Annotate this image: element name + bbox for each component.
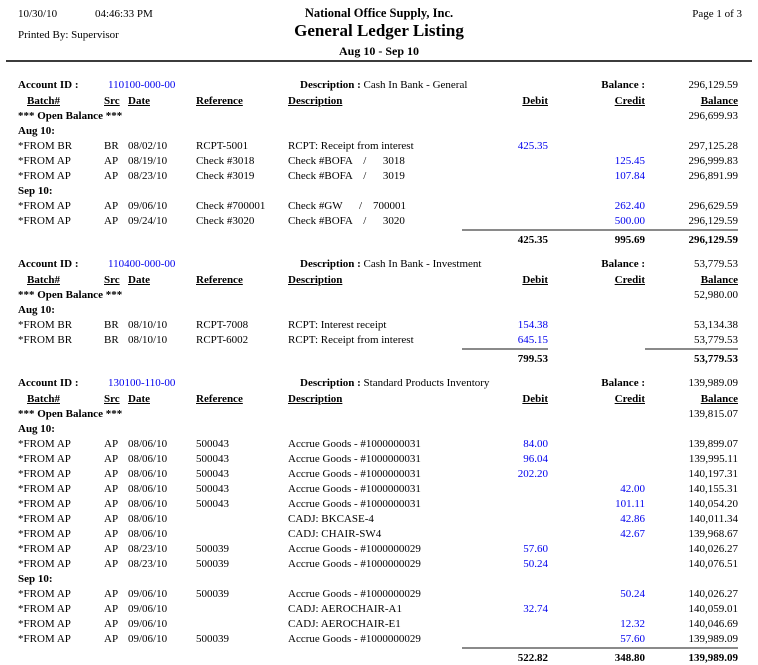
cell-balance: 296,891.99 (688, 170, 738, 182)
description-label: Description : (300, 258, 361, 270)
ledger-row (0, 557, 758, 572)
cell-src: AP (104, 468, 119, 480)
cell-balance: 140,026.27 (688, 588, 738, 600)
cell-src: BR (104, 319, 119, 331)
cell-balance: 53,779.53 (694, 334, 738, 346)
cell-debit (462, 587, 548, 602)
cell-description: RCPT: Receipt from interest (288, 334, 414, 346)
description-value: Standard Products Inventory (360, 377, 490, 389)
open-balance-value: 296,699.93 (688, 110, 738, 122)
account-section (0, 376, 758, 665)
cell-date: 08/10/10 (128, 334, 168, 346)
account-description (300, 376, 489, 391)
cell-description: Accrue Goods - #1000000031 (288, 453, 421, 465)
column-header-row (0, 392, 758, 407)
cell-credit (548, 318, 645, 333)
cell-date: 08/23/10 (128, 558, 168, 570)
ledger-row (0, 587, 758, 602)
column-header-description: Description (288, 274, 343, 286)
cell-debit (462, 214, 548, 229)
ledger-row (0, 467, 758, 482)
ledger-row (0, 214, 758, 229)
cell-description: Check #GW / 700001 (288, 200, 407, 212)
cell-description: CADJ: AEROCHAIR-E1 (288, 618, 401, 630)
cell-reference (192, 602, 284, 617)
account-id-label: Account ID : (18, 79, 79, 91)
cell-credit (548, 437, 645, 452)
cell-debit[interactable]: 96.04 (523, 453, 548, 465)
open-balance-label: *** Open Balance *** (18, 110, 123, 122)
cell-description: Accrue Goods - #1000000031 (288, 498, 421, 510)
period-group-row (0, 124, 758, 139)
cell-batch: *FROM AP (18, 603, 71, 615)
period-group-row (0, 303, 758, 318)
cell-credit[interactable]: 42.00 (620, 483, 645, 495)
ledger-row (0, 139, 758, 154)
ledger-row (0, 318, 758, 333)
open-balance-row (0, 109, 758, 124)
cell-credit (548, 467, 645, 482)
cell-date: 09/06/10 (128, 633, 168, 645)
ledger-row (0, 512, 758, 527)
cell-description: Accrue Goods - #1000000029 (288, 558, 421, 570)
account-id-link[interactable]: 110100-000-00 (108, 79, 176, 91)
total-credit: 348.80 (548, 647, 645, 665)
cell-debit (462, 482, 548, 497)
column-header-batch: Batch# (27, 274, 60, 286)
cell-credit (548, 333, 645, 348)
column-header-reference: Reference (196, 95, 243, 107)
report-header (0, 0, 758, 66)
column-header-date: Date (128, 393, 150, 405)
total-debit: 799.53 (462, 348, 548, 367)
cell-src: AP (104, 200, 119, 212)
cell-src: AP (104, 603, 119, 615)
cell-date: 08/19/10 (128, 155, 168, 167)
cell-debit[interactable]: 50.24 (523, 558, 548, 570)
cell-debit (462, 527, 548, 542)
cell-balance: 296,999.83 (688, 155, 738, 167)
cell-balance: 139,995.11 (688, 453, 738, 465)
cell-date: 08/06/10 (128, 528, 168, 540)
total-credit (548, 348, 645, 367)
print-date: 10/30/10 (18, 8, 58, 20)
cell-src: AP (104, 528, 119, 540)
cell-reference: RCPT-6002 (196, 334, 249, 346)
total-credit: 995.69 (548, 229, 645, 248)
cell-batch: *FROM AP (18, 558, 71, 570)
account-header-row (0, 376, 758, 391)
account-description (300, 78, 467, 93)
period-group-row (0, 184, 758, 199)
cell-date: 09/06/10 (128, 200, 168, 212)
cell-credit[interactable]: 101.11 (615, 498, 645, 510)
cell-reference: 500043 (196, 468, 229, 480)
cell-date: 09/06/10 (128, 603, 168, 615)
description-label: Description : (300, 79, 361, 91)
cell-src: AP (104, 588, 119, 600)
total-balance: 53,779.53 (645, 348, 738, 367)
account-id-link[interactable]: 130100-110-00 (108, 377, 176, 389)
report-title: General Ledger Listing (294, 21, 464, 40)
cell-description: CADJ: CHAIR-SW4 (288, 528, 382, 540)
cell-debit[interactable]: 425.35 (517, 140, 548, 152)
cell-batch: *FROM BR (18, 319, 73, 331)
balance-label: Balance : (601, 258, 645, 270)
cell-credit[interactable]: 500.00 (614, 215, 645, 227)
open-balance-value: 139,815.07 (688, 408, 738, 420)
total-debit: 425.35 (462, 229, 548, 248)
cell-reference: RCPT-5001 (196, 140, 249, 152)
account-id-link[interactable]: 110400-000-00 (108, 258, 176, 270)
cell-batch: *FROM AP (18, 498, 71, 510)
company-name: National Office Supply, Inc. (304, 6, 454, 20)
cell-date: 09/06/10 (128, 588, 168, 600)
column-header-date: Date (128, 95, 150, 107)
cell-src: BR (104, 140, 119, 152)
cell-balance: 139,989.09 (688, 633, 738, 645)
cell-date: 08/06/10 (128, 498, 168, 510)
cell-credit (548, 542, 645, 557)
period-group-label: Aug 10: (18, 125, 55, 137)
ledger-row (0, 169, 758, 184)
balance-label: Balance : (601, 377, 645, 389)
cell-reference: 500039 (196, 588, 229, 600)
cell-src: AP (104, 483, 119, 495)
column-header-description: Description (288, 95, 343, 107)
cell-src: AP (104, 498, 119, 510)
cell-description: RCPT: Interest receipt (288, 319, 387, 331)
cell-src: AP (104, 513, 119, 525)
cell-credit[interactable]: 50.24 (620, 588, 645, 600)
cell-reference: Check #3020 (196, 215, 255, 227)
cell-balance: 140,059.01 (688, 603, 738, 615)
ledger-row (0, 497, 758, 512)
cell-balance: 139,968.67 (688, 528, 738, 540)
period-group-row (0, 422, 758, 437)
cell-batch: *FROM AP (18, 215, 71, 227)
cell-src: AP (104, 170, 119, 182)
cell-balance: 139,899.07 (688, 438, 738, 450)
open-balance-label: *** Open Balance *** (18, 408, 123, 420)
cell-debit (462, 497, 548, 512)
cell-batch: *FROM AP (18, 543, 71, 555)
account-section (0, 78, 758, 248)
cell-description: Check #BOFA / 3018 (288, 155, 405, 167)
cell-batch: *FROM AP (18, 453, 71, 465)
cell-credit[interactable]: 42.67 (620, 528, 645, 540)
cell-reference: Check #700001 (196, 200, 266, 212)
ledger-row (0, 437, 758, 452)
cell-description: Accrue Goods - #1000000029 (288, 543, 421, 555)
cell-batch: *FROM AP (18, 513, 71, 525)
report-period: Aug 10 - Sep 10 (338, 44, 419, 58)
cell-reference: 500043 (196, 498, 229, 510)
cell-reference: 500043 (196, 453, 229, 465)
cell-src: AP (104, 215, 119, 227)
period-group-label: Sep 10: (18, 573, 53, 585)
cell-debit (462, 199, 548, 214)
account-balance-value: 296,129.59 (688, 79, 738, 91)
ledger-row (0, 452, 758, 467)
cell-debit (462, 617, 548, 632)
column-header-debit: Debit (522, 274, 548, 286)
ledger-row (0, 333, 758, 348)
cell-balance: 140,076.51 (688, 558, 738, 570)
cell-balance: 140,054.20 (688, 498, 738, 510)
period-group-label: Aug 10: (18, 304, 55, 316)
cell-reference: 500043 (196, 438, 229, 450)
cell-description: Check #BOFA / 3020 (288, 215, 405, 227)
open-balance-row (0, 407, 758, 422)
printed-by: Printed By: Supervisor (18, 29, 119, 41)
open-balance-label: *** Open Balance *** (18, 289, 123, 301)
period-group-label: Sep 10: (18, 185, 53, 197)
cell-src: AP (104, 633, 119, 645)
cell-src: AP (104, 155, 119, 167)
ledger-row (0, 482, 758, 497)
total-debit: 522.82 (462, 647, 548, 665)
balance-label: Balance : (601, 79, 645, 91)
cell-reference: Check #3019 (196, 170, 255, 182)
column-header-balance: Balance (700, 274, 738, 286)
cell-credit (548, 602, 645, 617)
cell-date: 08/06/10 (128, 453, 168, 465)
period-group-label: Aug 10: (18, 423, 55, 435)
cell-batch: *FROM AP (18, 528, 71, 540)
cell-batch: *FROM BR (18, 140, 73, 152)
cell-debit (462, 632, 548, 647)
cell-balance: 140,197.31 (688, 468, 738, 480)
account-section (0, 257, 758, 367)
column-header-row (0, 94, 758, 109)
column-header-reference: Reference (196, 393, 243, 405)
cell-date: 08/02/10 (128, 140, 168, 152)
cell-debit[interactable]: 645.15 (517, 334, 548, 346)
cell-batch: *FROM AP (18, 200, 71, 212)
cell-debit (462, 512, 548, 527)
cell-debit[interactable]: 202.20 (517, 468, 548, 480)
cell-reference: 500039 (196, 558, 229, 570)
cell-src: AP (104, 453, 119, 465)
column-header-src: Src (104, 393, 120, 405)
cell-reference (192, 512, 284, 527)
cell-date: 08/06/10 (128, 438, 168, 450)
cell-description: Accrue Goods - #1000000031 (288, 483, 421, 495)
cell-balance: 297,125.28 (688, 140, 738, 152)
cell-description: Accrue Goods - #1000000031 (288, 468, 421, 480)
ledger-row (0, 602, 758, 617)
column-header-date: Date (128, 274, 150, 286)
cell-balance: 53,134.38 (694, 319, 738, 331)
account-header-row (0, 78, 758, 93)
column-header-src: Src (104, 95, 120, 107)
cell-description: CADJ: AEROCHAIR-A1 (288, 603, 402, 615)
cell-description: Accrue Goods - #1000000031 (288, 438, 421, 450)
ledger-row (0, 154, 758, 169)
account-balance-value: 139,989.09 (688, 377, 738, 389)
account-description (300, 257, 481, 272)
cell-balance: 296,129.59 (688, 215, 738, 227)
total-balance: 139,989.09 (645, 647, 738, 665)
cell-reference: RCPT-7008 (196, 319, 249, 331)
cell-date: 08/23/10 (128, 170, 168, 182)
ledger-row (0, 199, 758, 214)
cell-balance: 296,629.59 (688, 200, 738, 212)
cell-credit[interactable]: 57.60 (620, 633, 645, 645)
cell-description: Accrue Goods - #1000000029 (288, 588, 421, 600)
cell-batch: *FROM AP (18, 438, 71, 450)
column-header-balance: Balance (700, 393, 738, 405)
cell-description: CADJ: BKCASE-4 (288, 513, 374, 525)
open-balance-row (0, 288, 758, 303)
print-time: 04:46:33 PM (95, 8, 153, 20)
account-header-row (0, 257, 758, 272)
cell-date: 08/10/10 (128, 319, 168, 331)
description-label: Description : (300, 377, 361, 389)
column-header-description: Description (288, 393, 343, 405)
header-divider (6, 60, 752, 62)
column-header-credit: Credit (614, 393, 645, 405)
cell-date: 09/24/10 (128, 215, 168, 227)
cell-credit[interactable]: 125.45 (614, 155, 645, 167)
cell-batch: *FROM AP (18, 468, 71, 480)
cell-src: AP (104, 543, 119, 555)
cell-debit[interactable]: 32.74 (523, 603, 548, 615)
cell-credit[interactable]: 262.40 (614, 200, 645, 212)
column-header-credit: Credit (614, 95, 645, 107)
cell-reference: 500043 (196, 483, 229, 495)
cell-reference (192, 527, 284, 542)
cell-balance: 140,155.31 (688, 483, 738, 495)
report-sections (0, 78, 758, 665)
description-value: Cash In Bank - General (360, 79, 468, 91)
account-id-label: Account ID : (18, 377, 79, 389)
account-id-label: Account ID : (18, 258, 79, 270)
cell-credit[interactable]: 107.84 (614, 170, 645, 182)
ledger-row (0, 542, 758, 557)
column-header-batch: Batch# (27, 95, 60, 107)
description-value: Cash In Bank - Investment (360, 258, 482, 270)
column-header-debit: Debit (522, 95, 548, 107)
cell-src: BR (104, 334, 119, 346)
open-balance-value: 52,980.00 (694, 289, 738, 301)
cell-batch: *FROM AP (18, 170, 71, 182)
cell-description: RCPT: Receipt from interest (288, 140, 414, 152)
total-balance: 296,129.59 (645, 229, 738, 248)
cell-src: AP (104, 558, 119, 570)
ledger-row (0, 632, 758, 647)
account-balance-value: 53,779.53 (694, 258, 738, 270)
cell-debit[interactable]: 57.60 (523, 543, 548, 555)
totals-row (0, 348, 758, 367)
cell-balance: 140,026.27 (688, 543, 738, 555)
column-header-reference: Reference (196, 274, 243, 286)
cell-batch: *FROM AP (18, 633, 71, 645)
page-number: Page 1 of 3 (692, 8, 742, 20)
cell-credit (548, 452, 645, 467)
column-header-batch: Batch# (27, 393, 60, 405)
cell-credit (548, 139, 645, 154)
cell-reference: Check #3018 (196, 155, 255, 167)
cell-batch: *FROM AP (18, 618, 71, 630)
cell-debit[interactable]: 154.38 (517, 319, 548, 331)
cell-balance: 140,011.34 (688, 513, 738, 525)
cell-description: Accrue Goods - #1000000029 (288, 633, 421, 645)
totals-row (0, 229, 758, 248)
ledger-row (0, 527, 758, 542)
column-header-balance: Balance (700, 95, 738, 107)
cell-credit (548, 557, 645, 572)
column-header-debit: Debit (522, 393, 548, 405)
cell-src: AP (104, 438, 119, 450)
cell-date: 08/23/10 (128, 543, 168, 555)
cell-batch: *FROM BR (18, 334, 73, 346)
cell-batch: *FROM AP (18, 483, 71, 495)
cell-description: Check #BOFA / 3019 (288, 170, 405, 182)
cell-reference: 500039 (196, 543, 229, 555)
cell-src: AP (104, 618, 119, 630)
cell-credit[interactable]: 42.86 (620, 513, 645, 525)
cell-batch: *FROM AP (18, 588, 71, 600)
cell-balance: 140,046.69 (688, 618, 738, 630)
cell-batch: *FROM AP (18, 155, 71, 167)
cell-reference: 500039 (196, 633, 229, 645)
cell-debit (462, 169, 548, 184)
cell-debit[interactable]: 84.00 (523, 438, 548, 450)
cell-date: 08/06/10 (128, 483, 168, 495)
column-header-credit: Credit (614, 274, 645, 286)
cell-date: 09/06/10 (128, 618, 168, 630)
totals-row (0, 647, 758, 665)
ledger-row (0, 617, 758, 632)
column-header-row (0, 273, 758, 288)
column-header-src: Src (104, 274, 120, 286)
cell-date: 08/06/10 (128, 468, 168, 480)
period-group-row (0, 572, 758, 587)
cell-debit (462, 154, 548, 169)
cell-date: 08/06/10 (128, 513, 168, 525)
cell-reference (192, 617, 284, 632)
cell-credit[interactable]: 12.32 (620, 618, 645, 630)
